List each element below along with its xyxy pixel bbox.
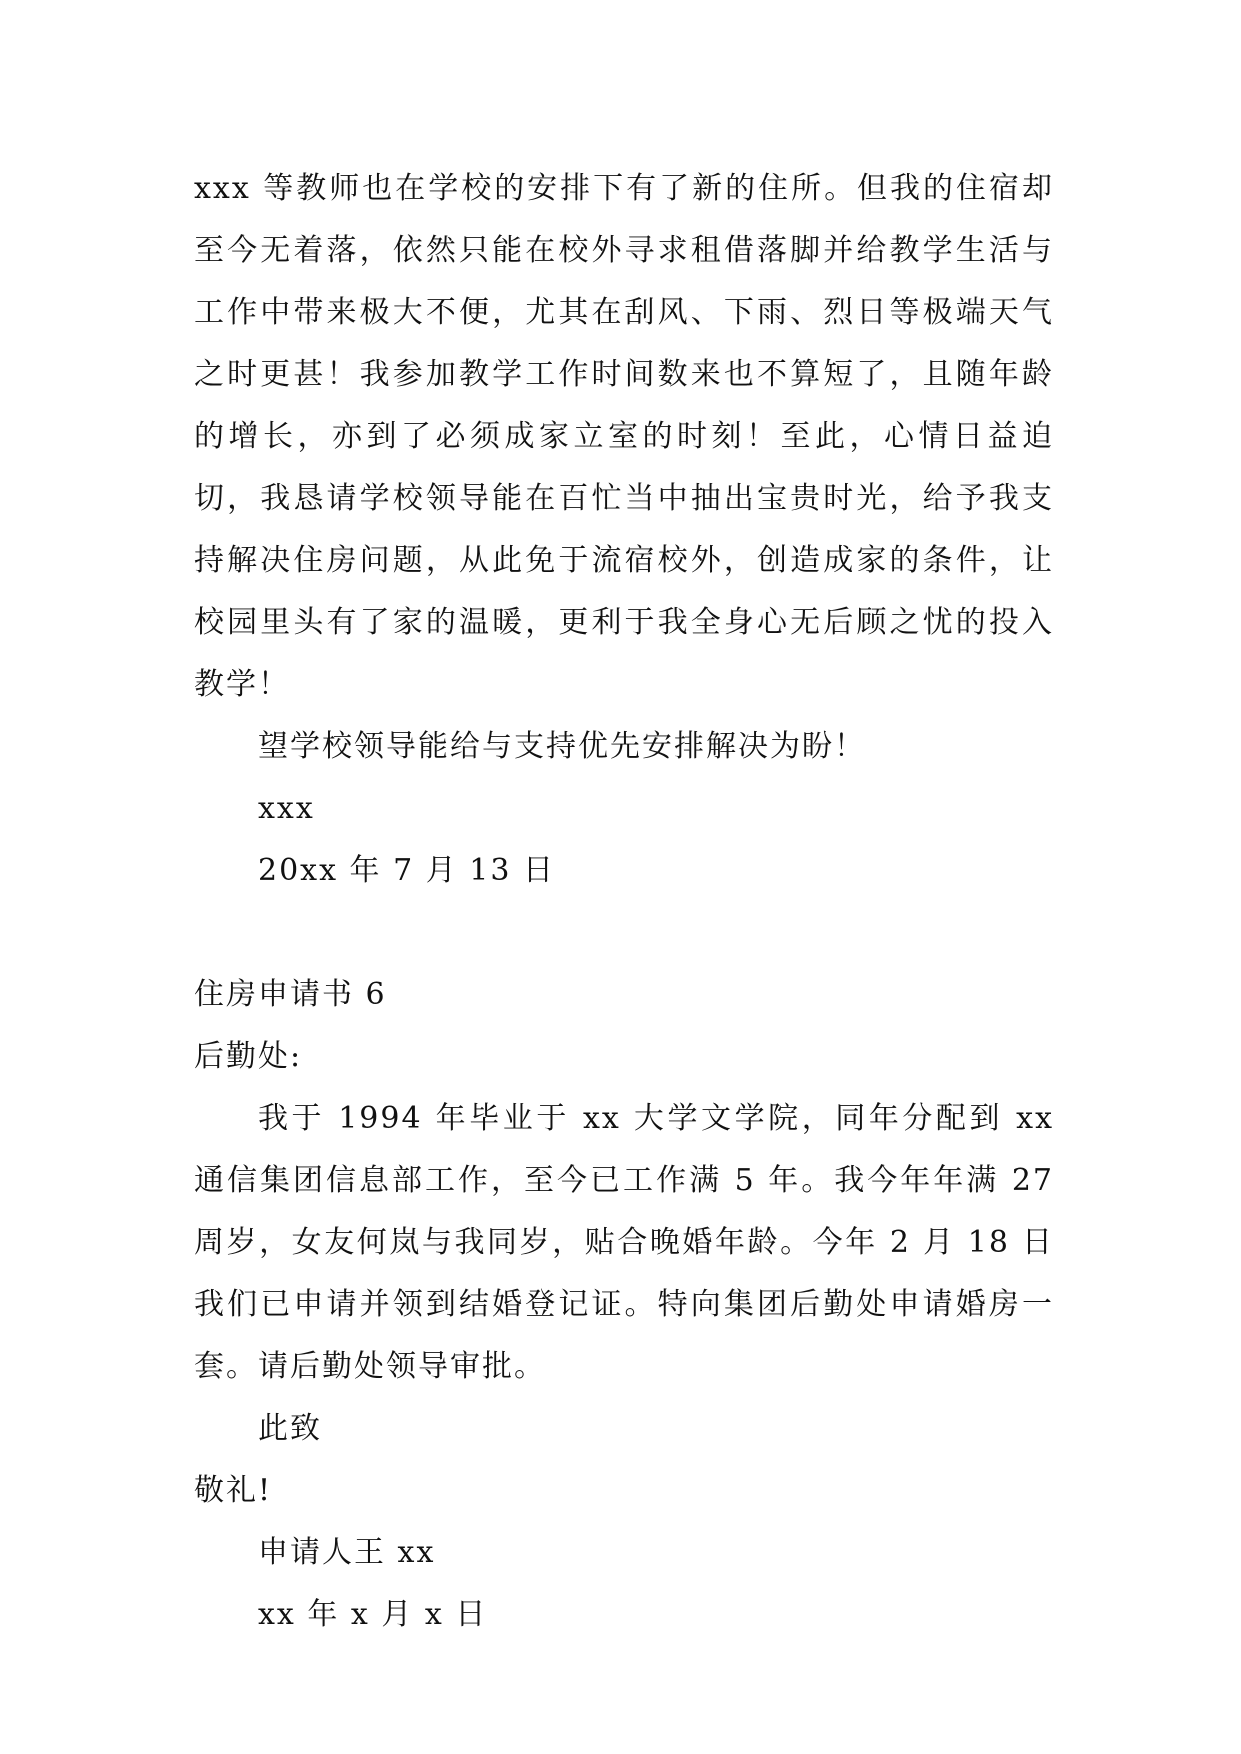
paragraph-housing-request-continued: xxx 等教师也在学校的安排下有了新的住所。但我的住宿却至今无着落，依然只能在校外寻求租借落脚并给教学生活与工作中带来极大不便，尤其在刮风、下雨、烈日等极端天气之时更甚！我参加教学工作时间数来也不算短了，且随年龄的增长，亦到了必须成家立室的时刻！至此，心情日益迫切，我恳请学校领导能在百忙当中抽出宝贵时光，给予我支持解决住房问题，从此免于流宿校外，创造成家的条件，让校园里头有了家的温暖，更利于我全身心无后顾之忧的投入教学！ bbox=[194, 171, 1054, 702]
document-body bbox=[194, 158, 1054, 1646]
closing-salute: 敬礼! bbox=[194, 1473, 273, 1508]
application-date: xx 年 x 月 x 日 bbox=[258, 1597, 488, 1632]
paragraph-request-hope: 望学校领导能给与支持优先安排解决为盼！ bbox=[258, 729, 866, 764]
signature-name: xxx bbox=[258, 791, 315, 826]
applicant-name: 申请人王 xx bbox=[258, 1535, 436, 1570]
signature-date: 20xx 年 7 月 13 日 bbox=[258, 853, 555, 888]
addressee: 后勤处: bbox=[194, 1039, 303, 1074]
section-title: 住房申请书 6 bbox=[194, 977, 387, 1012]
section-spacer bbox=[194, 902, 1054, 964]
closing-greeting: 此致 bbox=[258, 1411, 322, 1446]
paragraph-application-body: 我于 1994 年毕业于 xx 大学文学院，同年分配到 xx 通信集团信息部工作，至今已工作满 5 年。我今年年满 27 周岁，女友何岚与我同岁，贴合晚婚年龄。今年 2 月 18 日我们已申请并领到结婚登记证。特向集团后勤处申请婚房一套。请后勤处领导审批。 bbox=[194, 1101, 1054, 1384]
